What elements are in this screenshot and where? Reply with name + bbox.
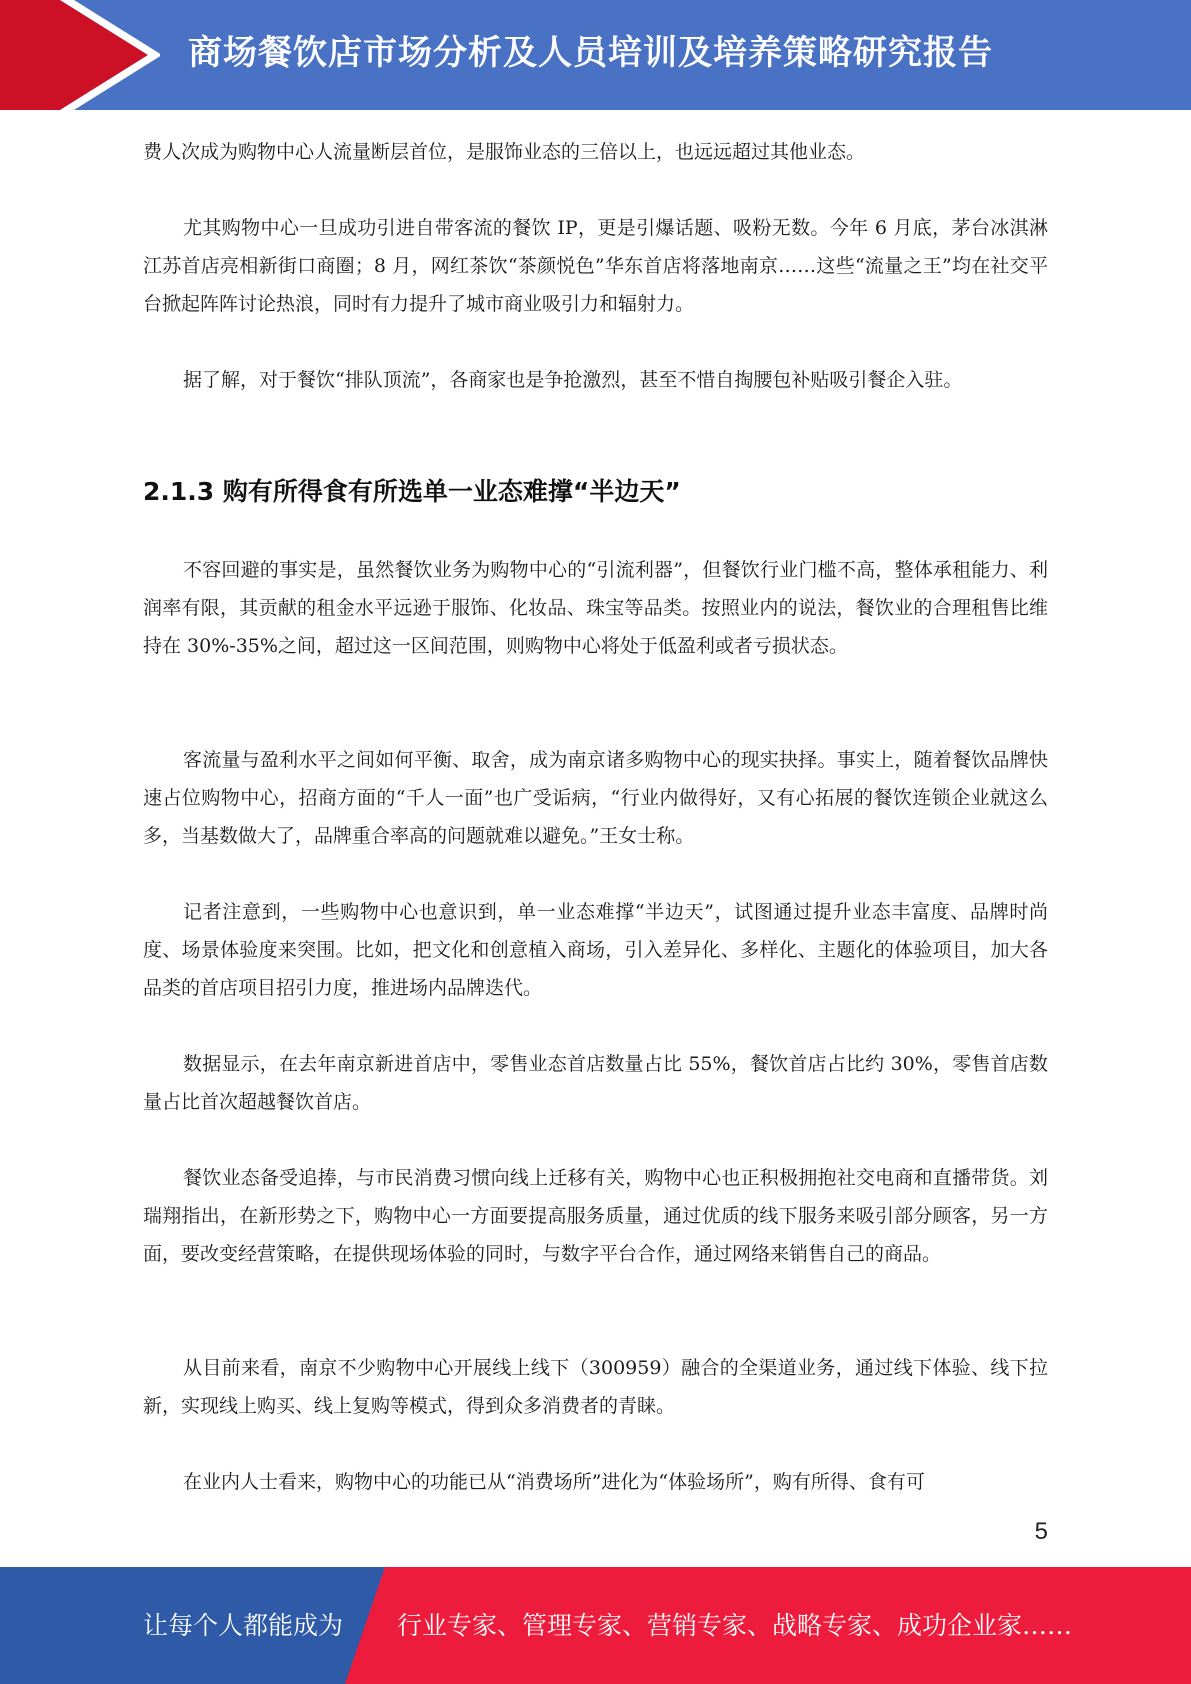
paragraph: 尤其购物中心一旦成功引进自带客流的餐饮 IP，更是引爆话题、吸粉无数。今年 6 月底，茅台冰淇淋江苏首店亮相新街口商圈；8 月，网红茶饮“茶颜悦色”华东首店将落地南京……这些“流量之王”均在社交平台掀起阵阵讨论热浪，同时有力提升了城市商业吸引力和辐射力。 — [143, 217, 1048, 315]
paragraph: 客流量与盈利水平之间如何平衡、取舍，成为南京诸多购物中心的现实抉择。事实上，随着餐饮品牌快速占位购物中心，招商方面的“千人一面”也广受诟病，“行业内做得好，又有心拓展的餐饮连锁企业就这么多，当基数做大了，品牌重合率高的问题就难以避免。”王女士称。 — [143, 749, 1048, 847]
paragraph: 不容回避的事实是，虽然餐饮业务为购物中心的“引流利器”，但餐饮行业门槛不高，整体承租能力、利润率有限，其贡献的租金水平远逊于服饰、化妆品、珠宝等品类。按照业内的说法，餐饮业的合理租售比维持在 30%-35%之间，超过这一区间范围，则购物中心将处于低盈利或者亏损状态。 — [143, 559, 1048, 657]
paragraph: 据了解，对于餐饮“排队顶流”，各商家也是争抢激烈，甚至不惜自掏腰包补贴吸引餐企入驻。 — [183, 369, 963, 391]
paragraph: 记者注意到，一些购物中心也意识到，单一业态难撑“半边天”，试图通过提升业态丰富度、品牌时尚度、场景体验度来突围。比如，把文化和创意植入商场，引入差异化、多样化、主题化的体验项目，加大各品类的首店项目招引力度，推进场内品牌迭代。 — [143, 901, 1048, 999]
footer-slogan: 让每个人都能成为 — [143, 1611, 344, 1640]
paragraph: 餐饮业态备受追捧，与市民消费习惯向线上迁移有关，购物中心也正积极拥抱社交电商和直播带货。刘瑞翔指出，在新形势之下，购物中心一方面要提高服务质量，通过优质的线下服务来吸引部分顾客，另一方面，要改变经营策略，在提供现场体验的同时，与数字平台合作，通过网络来销售自己的商品。 — [143, 1167, 1048, 1265]
report-title: 商场餐饮店市场分析及人员培训及培养策略研究报告 — [188, 33, 993, 73]
paragraph: 从目前来看，南京不少购物中心开展线上线下（300959）融合的全渠道业务，通过线下体验、线下拉新，实现线上购买、线上复购等模式，得到众多消费者的青睐。 — [143, 1357, 1048, 1417]
paragraph: 在业内人士看来，购物中心的功能已从“消费场所”进化为“体验场所”，购有所得、食有可 — [183, 1471, 925, 1493]
paragraph: 数据显示，在去年南京新进首店中，零售业态首店数量占比 55%，餐饮首店占比约 30%，零售首店数量占比首次超越餐饮首店。 — [143, 1053, 1048, 1113]
page-number: 5 — [1034, 1518, 1048, 1545]
paragraph: 费人次成为购物中心人流量断层首位，是服饰业态的三倍以上，也远远超过其他业态。 — [143, 141, 866, 163]
header-arrow-decoration — [0, 0, 160, 110]
footer-roles: 行业专家、管理专家、营销专家、战略专家、成功企业家…… — [397, 1611, 1073, 1640]
section-heading: 2.1.3 购有所得食有所选单一业态难撑“半边天” — [143, 477, 681, 506]
page-footer — [0, 1567, 1191, 1684]
page-header — [0, 0, 1191, 110]
